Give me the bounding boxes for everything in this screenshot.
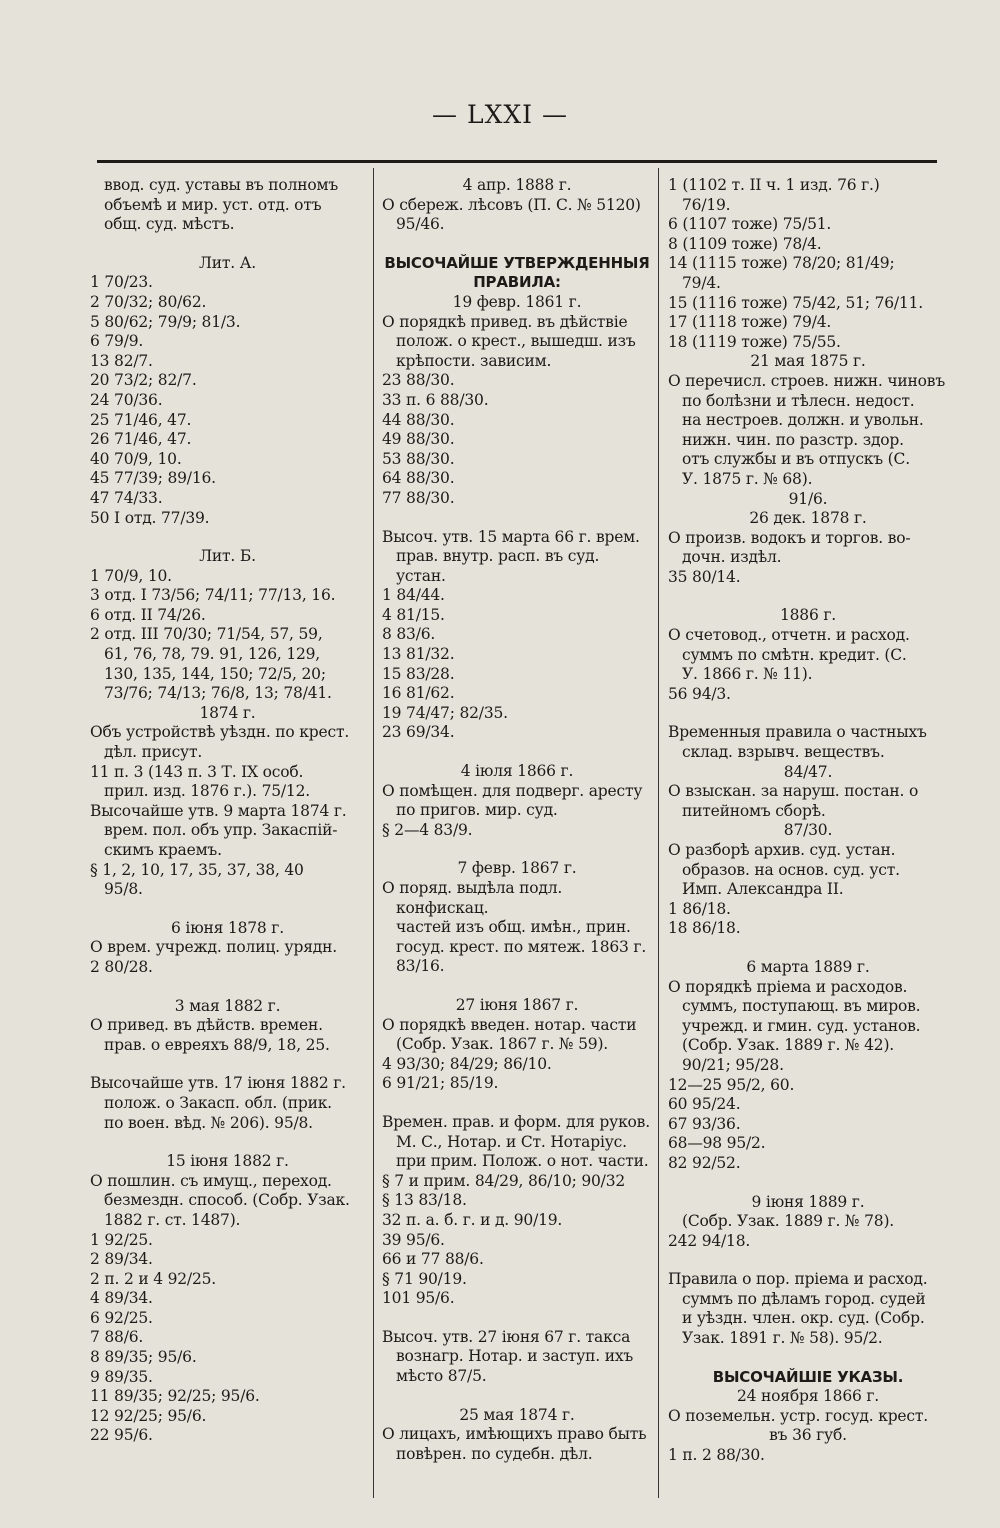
index-line: прил. изд. 1876 г.). 75/12. <box>104 782 310 801</box>
spacer <box>668 587 948 606</box>
index-line: и уѣздн. член. окр. суд. (Собр. <box>682 1309 925 1328</box>
index-line: 56 94/3. <box>668 684 731 703</box>
index-line: О счетовод., отчетн. и расход. <box>668 626 910 645</box>
index-line: 60 95/24. <box>668 1095 741 1114</box>
index-line: 20 73/2; 82/7. <box>90 371 197 390</box>
index-line: мѣсто 87/5. <box>396 1367 487 1386</box>
index-line: госуд. крест. по мятеж. 1863 г. <box>396 937 647 956</box>
index-line: 3 отд. I 73/56; 74/11; 77/13, 16. <box>90 586 336 605</box>
spacer <box>382 840 652 859</box>
index-line: 13 82/7. <box>90 351 153 370</box>
index-line: 33 п. 6 88/30. <box>382 390 489 409</box>
spacer <box>668 704 948 723</box>
index-line: 6 (1107 тоже) 75/51. <box>668 215 832 234</box>
index-line: О произв. водокъ и торгов. во- <box>668 528 911 547</box>
column-divider <box>658 168 659 1498</box>
section-heading: 15 іюня 1882 г. <box>166 1152 289 1171</box>
index-line: объемѣ и мир. уст. отд. отъ <box>104 195 322 214</box>
index-line: 76/19. <box>682 195 731 214</box>
spacer <box>668 1251 948 1270</box>
index-line: 79/4. <box>682 273 721 292</box>
index-line: по воен. вѣд. № 206). 95/8. <box>104 1113 313 1132</box>
index-line: 32 п. а. б. г. и д. 90/19. <box>382 1210 563 1229</box>
index-line: дѣл. присут. <box>104 743 203 762</box>
index-line: 12 92/25; 95/6. <box>90 1406 207 1425</box>
index-line: О пошлин. съ имущ., переход. <box>90 1171 332 1190</box>
spacer <box>382 235 652 254</box>
section-heading: ВЫСОЧАЙШІЕ УКАЗЫ. <box>712 1367 904 1386</box>
index-line: дочн. издѣл. <box>682 548 782 567</box>
index-line: Объ устройствѣ уѣздн. по крест. <box>90 723 350 742</box>
spacer <box>90 1055 365 1074</box>
index-line: Имп. Александра II. <box>682 880 844 899</box>
index-line: нижн. чин. по разстр. здор. <box>682 430 904 449</box>
index-line: 1 п. 2 88/30. <box>668 1446 765 1465</box>
spacer <box>382 743 652 762</box>
index-line: 4 93/30; 84/29; 86/10. <box>382 1054 552 1073</box>
index-line: 49 88/30. <box>382 430 455 449</box>
spacer <box>382 509 652 528</box>
spacer <box>382 1309 652 1328</box>
section-heading: въ 36 губ. <box>769 1426 847 1445</box>
index-line: 25 71/46, 47. <box>90 410 192 429</box>
index-line: § 7 и прим. 84/29, 86/10; 90/32 <box>382 1171 626 1190</box>
index-line: У. 1875 г. № 68). <box>682 469 813 488</box>
index-line: 6 92/25. <box>90 1308 153 1327</box>
spacer <box>90 1133 365 1152</box>
spacer <box>90 235 365 254</box>
index-line: 1 92/25. <box>90 1230 153 1249</box>
index-line: 242 94/18. <box>668 1231 751 1250</box>
index-line: безмездн. способ. (Собр. Узак. <box>104 1191 350 1210</box>
index-line: 130, 135, 144, 150; 72/5, 20; <box>104 664 326 683</box>
section-heading: 4 апр. 1888 г. <box>462 176 572 194</box>
index-line: 68—98 95/2. <box>668 1134 766 1153</box>
index-line: питейномъ сборѣ. <box>682 801 826 820</box>
index-line: на нестроев. должн. и увольн. <box>682 411 924 430</box>
spacer <box>90 900 365 919</box>
index-line: О лицахъ, имѣющихъ право быть <box>382 1425 647 1444</box>
index-line: 23 88/30. <box>382 371 455 390</box>
index-line: Времен. прав. и форм. для руков. <box>382 1112 650 1131</box>
index-line: 1 86/18. <box>668 899 731 918</box>
index-line: У. 1866 г. № 11). <box>682 665 813 684</box>
index-line: 17 (1118 тоже) 79/4. <box>668 313 832 332</box>
index-line: полож. о Закасп. обл. (прик. <box>104 1093 332 1112</box>
index-line: крѣпости. зависим. <box>396 351 552 370</box>
index-line: прав. о евреяхъ 88/9, 18, 25. <box>104 1035 330 1054</box>
index-line: 11 89/35; 92/25; 95/6. <box>90 1387 260 1406</box>
spacer <box>382 977 652 996</box>
section-heading: Лит. Б. <box>199 547 256 566</box>
index-line: 1 (1102 т. II ч. 1 изд. 76 г.) <box>668 176 880 194</box>
index-line: 90/21; 95/28. <box>682 1055 784 1074</box>
index-line: врем. пол. объ упр. Закаспій- <box>104 821 338 840</box>
spacer <box>90 978 365 997</box>
index-line: 44 88/30. <box>382 410 455 429</box>
section-heading: 7 февр. 1867 г. <box>457 859 577 878</box>
section-heading: 3 мая 1882 г. <box>174 996 281 1015</box>
index-line: 53 88/30. <box>382 449 455 468</box>
index-line: Узак. 1891 г. № 58). 95/2. <box>682 1329 883 1348</box>
index-line: 8 (1109 тоже) 78/4. <box>668 234 822 253</box>
index-line: О перечисл. строев. нижн. чиновъ <box>668 371 945 390</box>
index-line: 7 88/6. <box>90 1328 144 1347</box>
index-line: 6 79/9. <box>90 332 144 351</box>
index-line: частей изъ общ. имѣн., прин. <box>396 918 631 937</box>
index-line: 14 (1115 тоже) 78/20; 81/49; <box>668 254 895 273</box>
index-line: 5 80/62; 79/9; 81/3. <box>90 312 241 331</box>
index-line: 61, 76, 78, 79. 91, 126, 129, <box>104 645 321 664</box>
section-heading: 25 мая 1874 г. <box>459 1405 575 1424</box>
index-line: 12—25 95/2, 60. <box>668 1075 795 1094</box>
index-line: 4 89/34. <box>90 1289 153 1308</box>
index-line: ввод. суд. уставы въ полномъ <box>104 176 338 194</box>
index-line: 64 88/30. <box>382 469 455 488</box>
spacer <box>382 1387 652 1406</box>
index-line: учрежд. и гмин. суд. установ. <box>682 1016 921 1035</box>
index-line: 18 86/18. <box>668 919 741 938</box>
index-line: 8 83/6. <box>382 625 436 644</box>
index-line: по пригов. мир. суд. <box>396 801 558 820</box>
spacer <box>668 1349 948 1368</box>
index-line: § 71 90/19. <box>382 1269 467 1288</box>
index-line: 35 80/14. <box>668 567 741 586</box>
index-line: 13 81/32. <box>382 645 455 664</box>
index-line: 18 (1119 тоже) 75/55. <box>668 332 841 351</box>
index-line: § 13 83/18. <box>382 1191 467 1210</box>
section-heading: 9 іюня 1889 г. <box>751 1192 865 1211</box>
index-line: 101 95/6. <box>382 1289 455 1308</box>
index-column-left <box>90 176 365 1446</box>
index-line: 11 п. 3 (143 п. 3 Т. IX особ. <box>90 762 304 781</box>
index-line: отъ службы и въ отпускъ (С. <box>682 450 910 469</box>
index-line: О поряд. выдѣла подл. конфискац. <box>382 879 563 917</box>
header-rule <box>97 160 937 163</box>
section-heading: 1874 г. <box>199 703 256 722</box>
section-heading: 19 февр. 1861 г. <box>452 292 582 311</box>
index-line: суммъ по дѣламъ город. судей <box>682 1289 926 1308</box>
index-line: 22 95/6. <box>90 1426 153 1445</box>
section-heading: 26 дек. 1878 г. <box>749 509 867 528</box>
index-line: О привед. въ дѣйств. времен. <box>90 1016 323 1035</box>
column-divider <box>373 168 374 1498</box>
index-line: 24 70/36. <box>90 390 163 409</box>
index-line: повѣрен. по судебн. дѣл. <box>396 1444 593 1463</box>
index-line: 15 (1116 тоже) 75/42, 51; 76/11. <box>668 293 923 312</box>
index-line: О помѣщен. для подверг. аресту <box>382 781 643 800</box>
index-line: 82 92/52. <box>668 1153 741 1172</box>
index-line: О порядкѣ пріема и расходов. <box>668 977 908 996</box>
spacer <box>668 1174 948 1193</box>
index-line: 47 74/33. <box>90 488 163 507</box>
index-line: О порядкѣ введен. нотар. части <box>382 1015 637 1034</box>
index-line: Высоч. утв. 15 марта 66 г. врем. <box>382 527 640 546</box>
index-line: (Собр. Узак. 1889 г. № 42). <box>682 1036 895 1055</box>
section-heading: 24 ноября 1866 г. <box>736 1387 880 1406</box>
spacer <box>668 939 948 958</box>
index-line: § 2—4 83/9. <box>382 820 473 839</box>
section-heading: 6 іюня 1878 г. <box>171 918 284 937</box>
index-line: 95/8. <box>104 880 143 899</box>
index-line: 1 84/44. <box>382 586 445 605</box>
section-heading: Лит. А. <box>199 253 256 272</box>
index-line: § 1, 2, 10, 17, 35, 37, 38, 40 <box>90 860 304 879</box>
section-heading: ВЫСОЧАЙШЕ УТВЕРЖДЕННЫЯ <box>384 253 650 272</box>
section-heading: 4 іюля 1866 г. <box>460 762 574 781</box>
index-line: 4 81/15. <box>382 605 445 624</box>
index-line: суммъ, поступающ. въ миров. <box>682 997 921 1016</box>
spacer <box>90 528 365 547</box>
index-line: вознагр. Нотар. и заступ. ихъ <box>396 1347 634 1366</box>
index-line: суммъ по смѣтн. кредит. (С. <box>682 645 907 664</box>
section-heading: 91/6. <box>788 489 828 508</box>
index-line: 73/76; 74/13; 76/8, 13; 78/41. <box>104 684 332 703</box>
index-line: 95/46. <box>396 215 445 234</box>
index-line: О сбереж. лѣсовъ (П. С. № 5120) <box>382 195 641 214</box>
index-line: по болѣзни и тѣлесн. недост. <box>682 391 915 410</box>
index-line: 19 74/47; 82/35. <box>382 703 508 722</box>
index-line: 2 80/28. <box>90 957 153 976</box>
index-line: 16 81/62. <box>382 684 455 703</box>
index-line: (Собр. Узак. 1867 г. № 59). <box>396 1035 609 1054</box>
index-line: 66 и 77 88/6. <box>382 1250 484 1269</box>
index-line: 40 70/9, 10. <box>90 449 182 468</box>
index-line: Высочайше утв. 9 марта 1874 г. <box>90 801 347 820</box>
index-line: 67 93/36. <box>668 1114 741 1133</box>
index-line: 45 77/39; 89/16. <box>90 469 216 488</box>
index-column-right <box>668 176 948 1466</box>
index-line: (Собр. Узак. 1889 г. № 78). <box>682 1212 895 1231</box>
index-line: прав. внутр. расп. въ суд. устан. <box>396 547 600 585</box>
index-line: 2 89/34. <box>90 1250 153 1269</box>
index-line: 39 95/6. <box>382 1230 445 1249</box>
index-line: 6 91/21; 85/19. <box>382 1074 499 1093</box>
index-line: образов. на основ. суд. уст. <box>682 860 900 879</box>
index-line: общ. суд. мѣстъ. <box>104 215 235 234</box>
index-line: О взыскан. за наруш. постан. о <box>668 782 919 801</box>
index-line: 9 89/35. <box>90 1367 153 1386</box>
index-line: при прим. Полож. о нот. части. <box>396 1152 649 1171</box>
index-line: 50 I отд. 77/39. <box>90 508 210 527</box>
index-line: полож. о крест., вышедш. изъ <box>396 332 636 351</box>
section-heading: 87/30. <box>783 821 833 840</box>
section-heading: 6 марта 1889 г. <box>746 957 870 976</box>
spacer <box>382 1094 652 1113</box>
section-heading: 21 мая 1875 г. <box>750 352 866 371</box>
index-line: 77 88/30. <box>382 488 455 507</box>
section-heading: 84/47. <box>783 762 833 781</box>
index-line: О порядкѣ привед. въ дѣйствіе <box>382 312 628 331</box>
index-line: скимъ краемъ. <box>104 841 222 859</box>
index-line: склад. взрывч. веществъ. <box>682 743 885 762</box>
index-column-middle <box>382 176 652 1464</box>
index-line: 23 69/34. <box>382 723 455 742</box>
section-heading: ПРАВИЛА: <box>473 273 561 292</box>
page-number: — LXXI — <box>432 100 568 129</box>
section-heading: 1886 г. <box>779 606 837 625</box>
index-line: М. С., Нотар. и Ст. Нотаріус. <box>396 1132 627 1151</box>
index-line: Высоч. утв. 27 іюня 67 г. такса <box>382 1327 631 1346</box>
index-line: 26 71/46, 47. <box>90 430 192 449</box>
index-line: Правила о пор. пріема и расход. <box>668 1270 928 1289</box>
index-line: 15 83/28. <box>382 664 455 683</box>
index-line: 8 89/35; 95/6. <box>90 1348 197 1367</box>
index-line: 1 70/23. <box>90 273 153 292</box>
index-line: 1 70/9, 10. <box>90 566 172 585</box>
index-line: О разборѣ архив. суд. устан. <box>668 841 896 859</box>
index-line: Высочайше утв. 17 іюня 1882 г. <box>90 1074 346 1093</box>
index-line: 83/16. <box>396 957 445 976</box>
index-line: О врем. учрежд. полиц. урядн. <box>90 938 337 957</box>
index-line: 2 отд. III 70/30; 71/54, 57, 59, <box>90 625 323 644</box>
index-line: Временныя правила о частныхъ <box>668 723 927 742</box>
section-heading: 27 іюня 1867 г. <box>455 995 579 1014</box>
index-line: О поземельн. устр. госуд. крест. <box>668 1406 928 1425</box>
index-line: 1882 г. ст. 1487). <box>104 1210 241 1229</box>
index-line: 2 п. 2 и 4 92/25. <box>90 1269 217 1288</box>
index-line: 6 отд. II 74/26. <box>90 605 206 624</box>
index-line: 2 70/32; 80/62. <box>90 292 207 311</box>
